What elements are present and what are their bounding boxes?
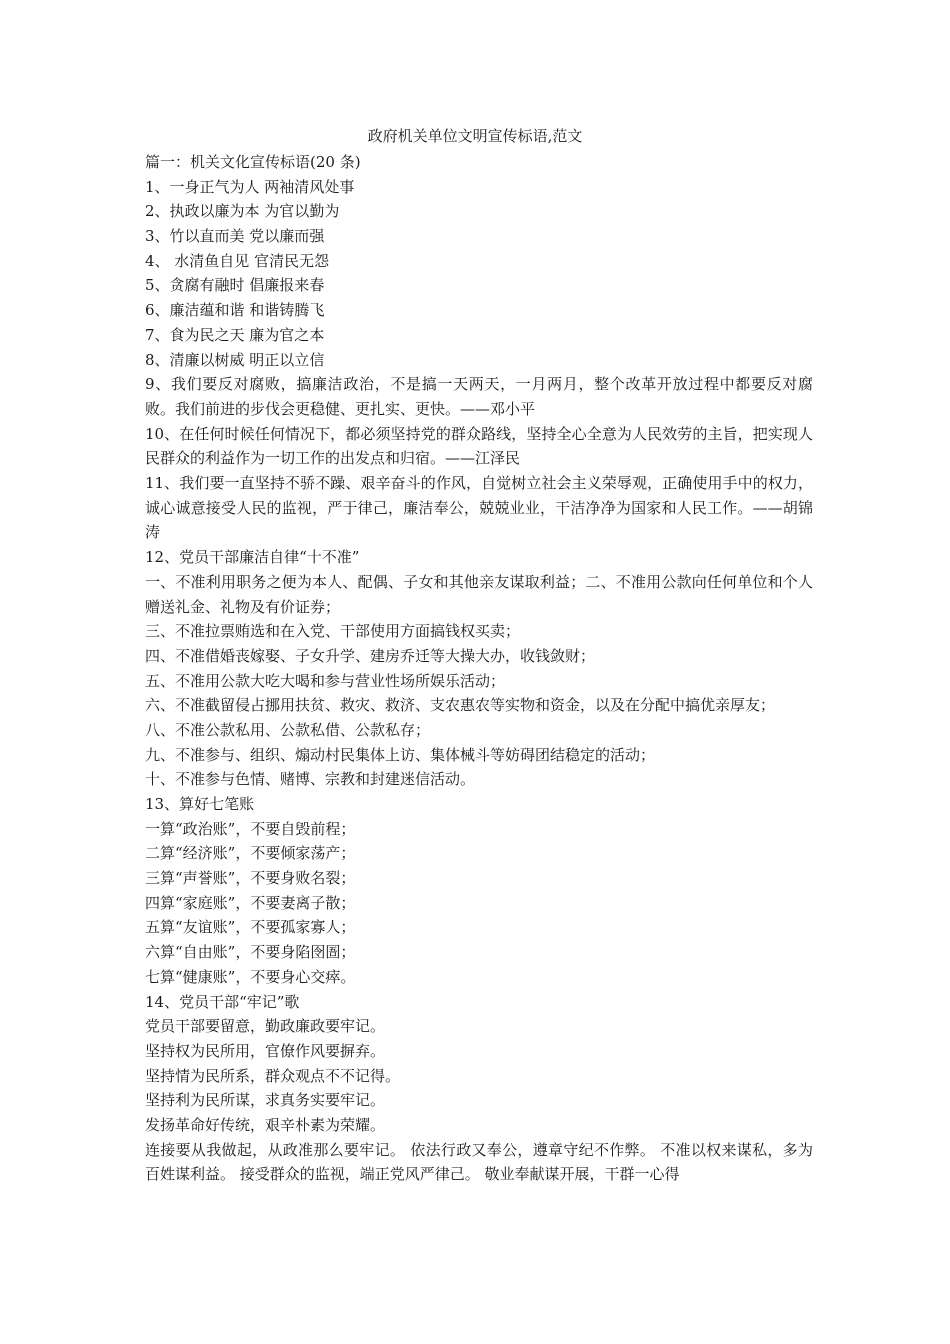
text-line: 2、执政以廉为本 为官以勤为 [145, 202, 340, 221]
text-line: 四算“家庭账”，不要妻离子散； [145, 893, 356, 912]
text-line: 篇一：机关文化宣传标语(20 条) [145, 153, 361, 171]
text-line: 三算“声誉账”，不要身败名裂； [145, 869, 356, 888]
text-line: 5、贪腐有融时 倡廉报来春 [145, 276, 325, 295]
text-line: 1、一身正气为人 两袖清风处事 [145, 177, 355, 196]
text-line: 13、算好七笔账 [145, 795, 255, 814]
text-line: 3、竹以直而美 党以廉而强 [145, 227, 325, 246]
text-line: 十、不准参与色情、赌博、宗教和封建迷信活动。 [145, 770, 476, 789]
text-line: 七算“健康账”，不要身心交瘁。 [145, 967, 356, 986]
text-line: 六算“自由账”，不要身陷囹圄； [145, 943, 356, 962]
text-line: 四、不准借婚丧嫁娶、子女升学、建房乔迁等大操大办，收钱敛财； [145, 646, 596, 665]
text-line: 11、我们要一直坚持不骄不躁、艰辛奋斗的作风，自觉树立社会主义荣辱观，正确使用手中的权力，诚心诚意接受人民的监视，严于律己，廉洁奉公，兢兢业业，干洁净净为国家和人民工作。——胡锦涛 [145, 474, 813, 542]
text-line: 党员干部要留意，勤政廉政要牢记。 [145, 1017, 386, 1036]
document-title: 政府机关单位文明宣传标语,范文 [367, 127, 583, 145]
text-line: 坚持情为民所系，群众观点不不记得。 [145, 1066, 401, 1085]
text-line: 12、党员干部廉洁自律“十不准” [145, 548, 360, 567]
text-line: 五、不准用公款大吃大喝和参与营业性场所娱乐活动； [145, 671, 506, 690]
text-line: 坚持利为民所谋，求真务实要牢记。 [145, 1091, 386, 1110]
text-line: 连接要从我做起，从政准那么要牢记。 依法行政又奉公，遵章守纪不作弊。 不准以权来谋私，多为百姓谋利益。 接受群众的监视，端正党风严律己。 敬业奉献谋开展，干群一心得 [145, 1140, 813, 1184]
text-line: 五算“友谊账”，不要孤家寡人； [145, 918, 356, 937]
text-line: 10、在任何时候任何情况下，都必须坚持党的群众路线，坚持全心全意为人民效劳的主旨，把实现人民群众的利益作为一切工作的出发点和归宿。——江泽民 [145, 424, 813, 468]
text-line: 坚持权为民所用，官僚作风要摒弃。 [145, 1041, 386, 1060]
document-body [145, 150, 813, 1187]
text-line: 6、廉洁蕴和谐 和谐铸腾飞 [145, 301, 325, 320]
text-line: 9、我们要反对腐败，搞廉洁政治，不是搞一天两天，一月两月，整个改革开放过程中都要反对腐败。我们前进的步伐会更稳健、更扎实、更快。——邓小平 [145, 375, 813, 418]
text-line: 14、党员干部“牢记”歌 [145, 992, 300, 1011]
text-line: 7、食为民之天 廉为官之本 [145, 325, 325, 344]
text-line: 三、不准拉票贿选和在入党、干部使用方面搞钱权买卖； [145, 622, 521, 641]
text-line: 4、 水清鱼自见 官清民无怨 [145, 251, 330, 270]
text-line: 一、不准利用职务之便为本人、配偶、子女和其他亲友谋取利益；二、不准用公款向任何单位和个人赠送礼金、礼物及有价证券； [145, 572, 813, 616]
text-line: 六、不准截留侵占挪用扶贫、救灾、救济、支农惠农等实物和资金，以及在分配中搞优亲厚友； [145, 696, 776, 715]
text-line: 八、不准公款私用、公款私借、公款私存； [145, 720, 431, 739]
text-line: 发扬革命好传统，艰辛朴素为荣耀。 [145, 1115, 386, 1134]
text-line: 二算“经济账”，不要倾家荡产； [145, 844, 356, 863]
text-line: 九、不准参与、组织、煽动村民集体上访、集体械斗等妨碍团结稳定的活动； [145, 745, 656, 764]
text-line: 一算“政治账”，不要自毁前程； [145, 819, 356, 838]
text-line: 8、清廉以树威 明正以立信 [145, 350, 325, 369]
